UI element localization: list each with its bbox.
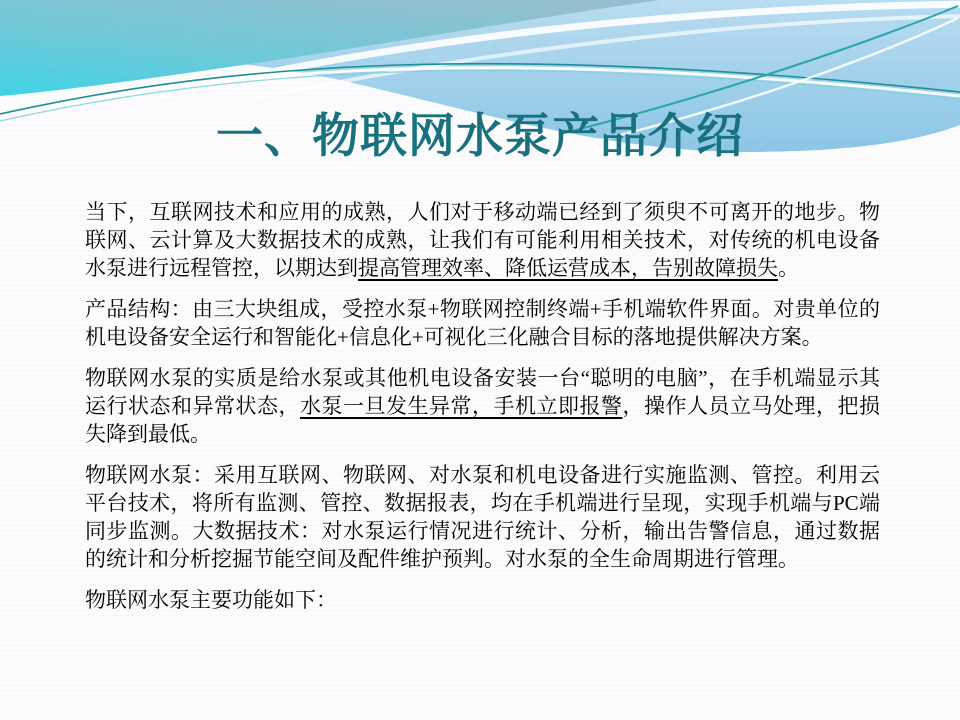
paragraph — [85, 364, 880, 448]
text-segment: 物联网水泵：采用互联网、物联网、对水泵和机电设备进行实施监测、管控。利用云平台技术，将所有监测、管控、数据报表，均在手机端进行呈现，实现手机端与PC端同步监测。大数据技术：对水泵运行情况进行统计、分析，输出告警信息，通过数据的统计和分析挖掘节能空间及配件维护预判。对水泵的全生命周期进行管理。 — [85, 463, 880, 571]
text-segment: 。 — [778, 256, 799, 280]
slide-title: 一、物联网水泵产品介绍 — [216, 109, 744, 162]
text-segment: 物联网水泵主要功能如下： — [85, 588, 337, 612]
underlined-text: 提高管理效率、降低运营成本，告别故障损失 — [358, 256, 778, 280]
underlined-text: 水泵一旦发生异常，手机立即报警 — [300, 394, 623, 418]
text-segment: 产品结构：由三大块组成，受控水泵+物联网控制终端+手机端软件界面。对贵单位的机电设备安全运行和智能化+信息化+可视化三化融合目标的落地提供解决方案。 — [85, 297, 880, 349]
text-segment: ，操作人员立马处理，把损失降到最低。 — [85, 394, 880, 446]
paragraph — [85, 295, 880, 351]
paragraph — [85, 461, 880, 573]
paragraph — [85, 586, 880, 614]
text-segment: 当下，互联网技术和应用的成熟，人们对于移动端已经到了须臾不可离开的地步。物联网、云计算及大数据技术的成熟，让我们有可能利用相关技术，对传统的机电设备水泵进行远程管控，以期达到 — [85, 200, 880, 280]
body-text — [85, 198, 880, 627]
wave-header-decoration — [0, 0, 960, 210]
text-segment: 物联网水泵的实质是给水泵或其他机电设备安装一台“聪明的电脑”，在手机端显示其运行状态和异常状态， — [85, 366, 880, 418]
paragraph — [85, 198, 880, 282]
